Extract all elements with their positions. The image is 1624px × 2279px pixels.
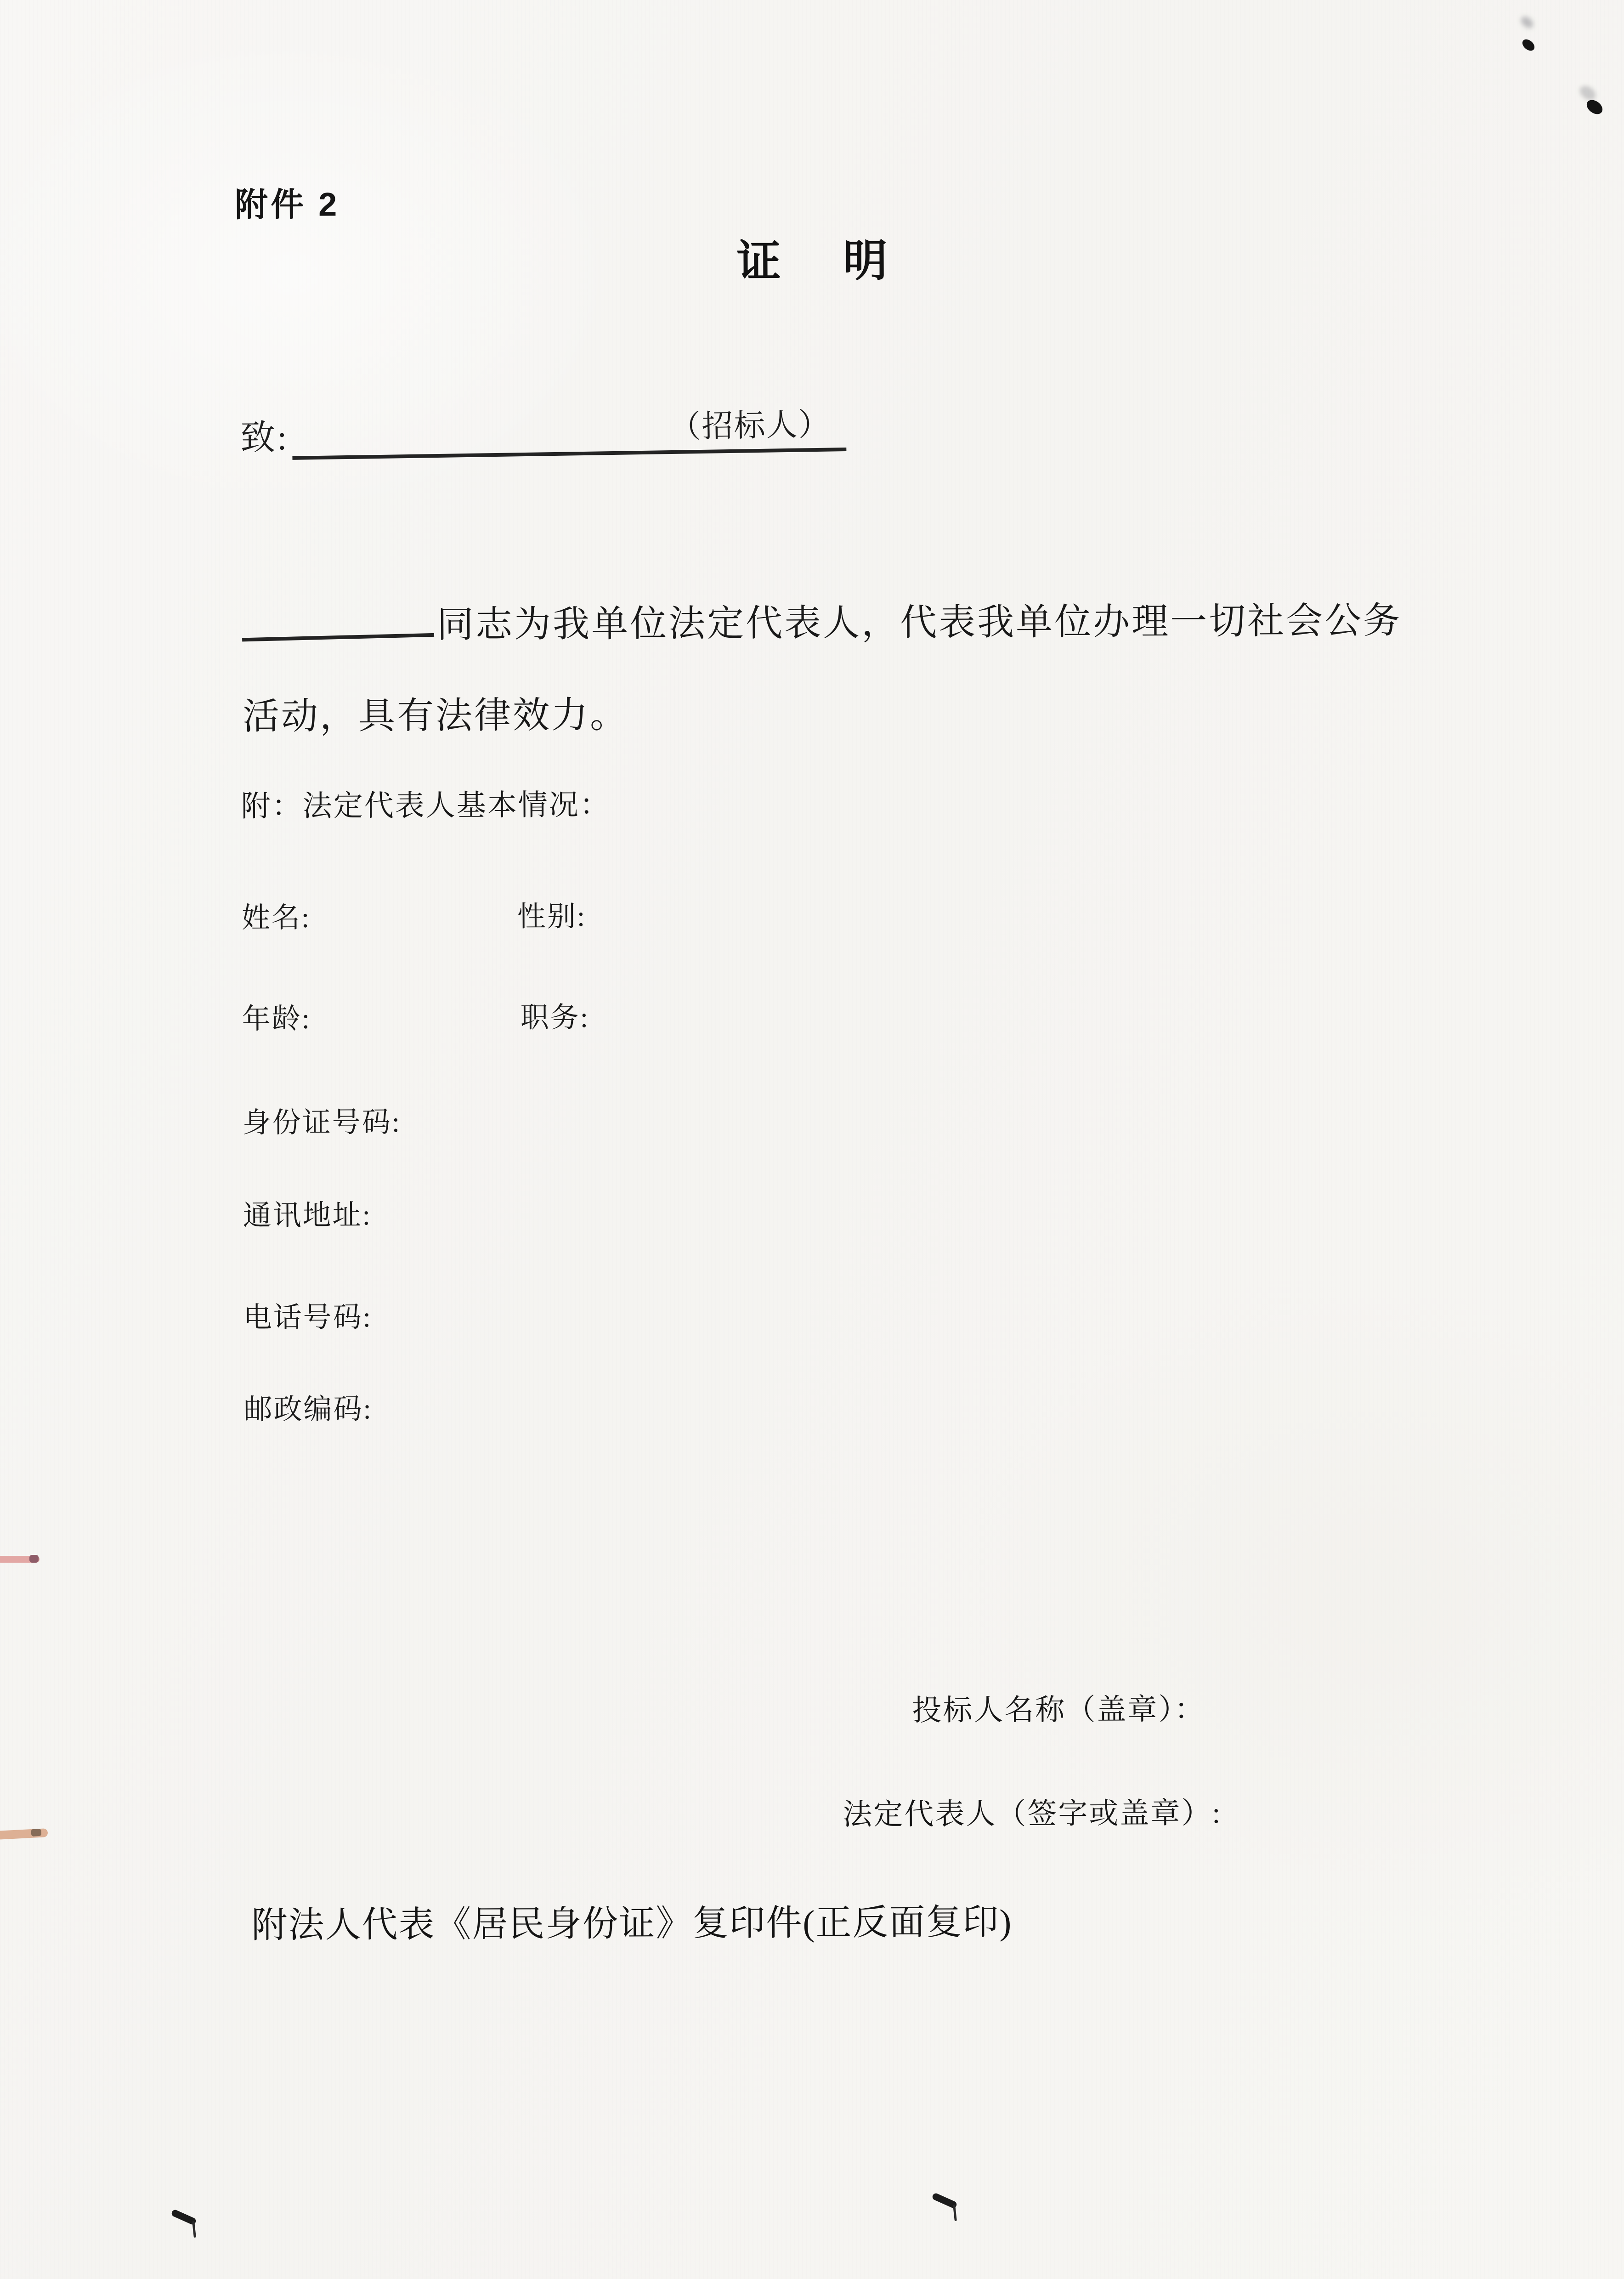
field-label-id-number: 身份证号码: bbox=[242, 1106, 402, 1139]
field-label-address: 通讯地址: bbox=[243, 1200, 372, 1232]
field-label-postal-code: 邮政编码: bbox=[243, 1394, 373, 1426]
id-card-copy-note: 附法人代表《居民身份证》复印件(正反面复印) bbox=[251, 1902, 1013, 1945]
signature-legal-rep-line: 法定代表人（签字或盖章）: bbox=[843, 1797, 1222, 1831]
name-blank-line bbox=[241, 597, 434, 642]
attachment-number-label: 附件 2 bbox=[234, 186, 340, 224]
field-label-position: 职务: bbox=[520, 1002, 590, 1034]
left-edge-pink-smudge bbox=[0, 1556, 40, 1563]
body-line-1 bbox=[242, 575, 1437, 671]
field-label-age: 年龄: bbox=[242, 1003, 311, 1035]
field-label-gender: 性别: bbox=[517, 901, 587, 933]
to-label: 致: bbox=[240, 418, 289, 458]
field-label-name: 姓名: bbox=[241, 902, 311, 934]
signature-bidder-name-line: 投标人名称（盖章）： bbox=[912, 1693, 1205, 1727]
body-paragraph bbox=[242, 575, 1437, 762]
body-line-2: 活动，具有法律效力。 bbox=[242, 695, 629, 737]
document-title: 证 明 bbox=[736, 236, 897, 286]
legal-rep-basic-info-note: 附：法定代表人基本情况： bbox=[241, 788, 611, 823]
field-label-phone: 电话号码: bbox=[243, 1302, 373, 1334]
recipient-blank-line bbox=[292, 407, 846, 460]
recipient-hint-label: （招标人） bbox=[669, 407, 831, 445]
body-line-1-text: 同志为我单位法定代表人，代表我单位办理一切社会公务 bbox=[436, 601, 1402, 646]
to-line bbox=[240, 407, 847, 460]
